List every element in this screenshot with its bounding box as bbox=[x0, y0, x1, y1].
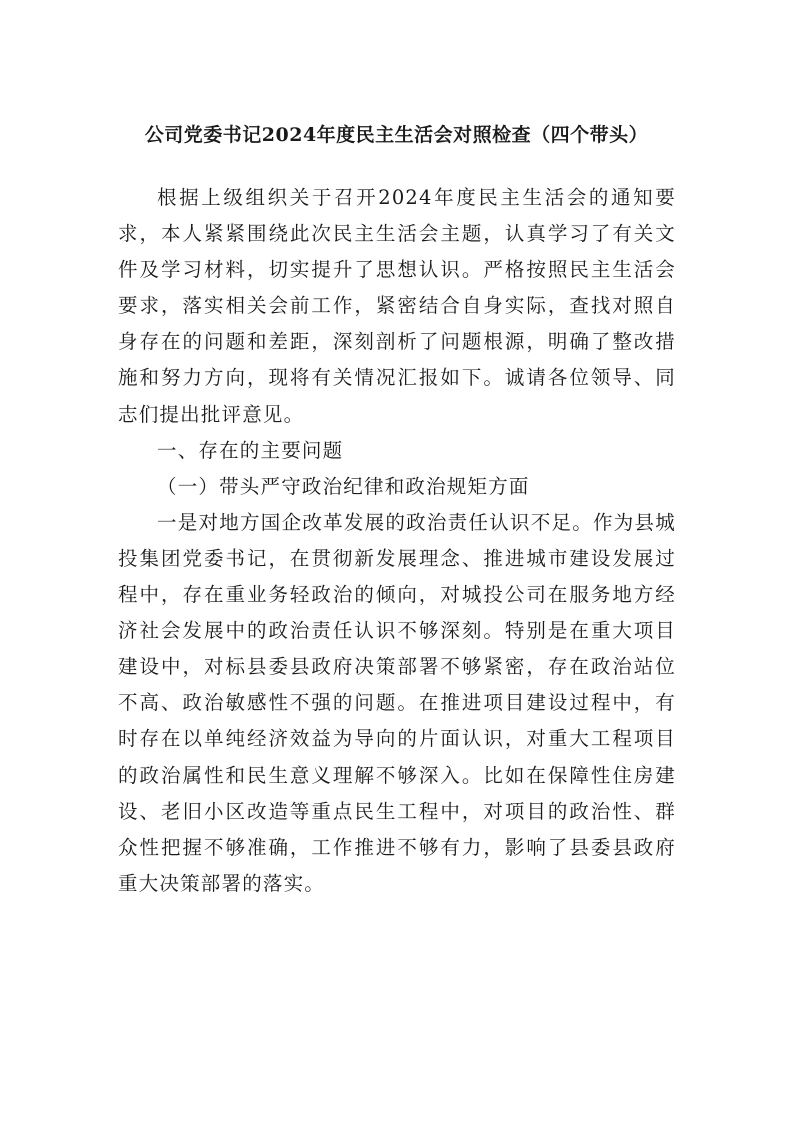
intro-paragraph: 根据上级组织关于召开2024年度民主生活会的通知要求，本人紧紧围绕此次民主生活会主题，认真学习了有关文件及学习材料，切实提升了思想认识。严格按照民主生活会要求，落实相关会前工作，紧密结合自身实际，查找对照自身存在的问题和差距，深刻剖析了问题根源，明确了整改措施和努力方向，现将有关情况汇报如下。诚请各位领导、同志们提出批评意见。 bbox=[118, 186, 676, 426]
subsection-heading: （一）带头严守政治纪律和政治规矩方面 bbox=[157, 474, 530, 498]
point-one-paragraph: 一是对地方国企改革发展的政治责任认识不足。作为县城投集团党委书记，在贯彻新发展理念、推进城市建设发展过程中，存在重业务轻政治的倾向，对城投公司在服务地方经济社会发展中的政治责任认识不够深刻。特别是在重大项目建设中，对标县委县政府决策部署不够紧密，存在政治站位不高、政治敏感性不强的问题。在推进项目建设过程中，有时存在以单纯经济效益为导向的片面认识，对重大工程项目的政治属性和民生意义理解不够深入。比如在保障性住房建设、老旧小区改造等重点民生工程中，对项目的政治性、群众性把握不够准确，工作推进不够有力，影响了县委县政府重大决策部署的落实。 bbox=[118, 510, 676, 895]
document-body bbox=[118, 180, 676, 902]
section-heading: 一、存在的主要问题 bbox=[157, 438, 344, 462]
document-title: 公司党委书记2024年度民主生活会对照检查（四个带头） bbox=[144, 124, 649, 146]
